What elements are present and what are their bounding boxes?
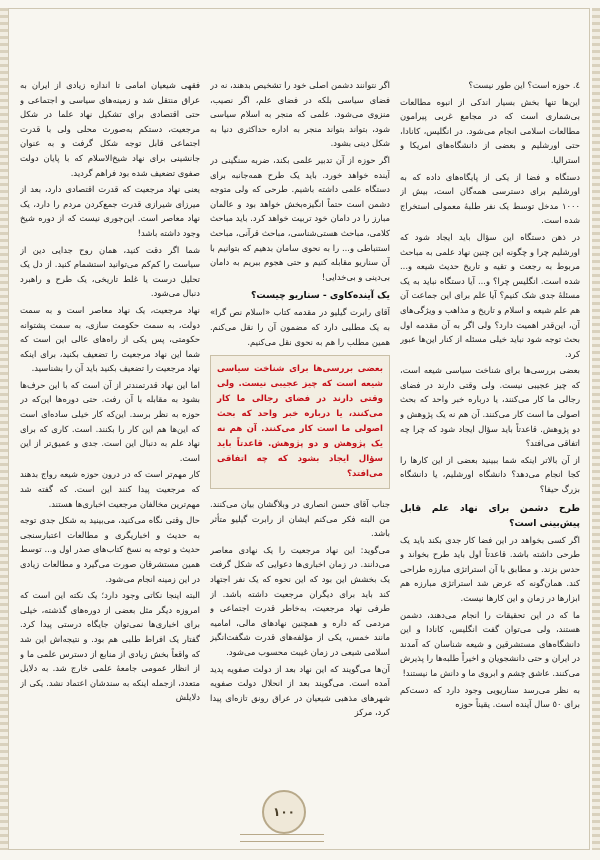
paragraph: دستگاه و فضا از یکی از پایگاه‌های داده که به اورشلیم برای دسترسی همه‌گان است، بیش از ١٠٠٠ مدخل توسط یک نفر طلبهٔ معمولی استخراج شده است. [400, 171, 580, 226]
section-heading: یک آینده‌کاوی - سناریو چیست؟ [251, 290, 390, 302]
pull-quote-box [210, 355, 390, 489]
paragraph: در ذهن دستگاه این سؤال باید ایجاد شود که اورشلیم چرا و چگونه این چنین نهاد علمی به مباحث مربوط به رجعت و تقیه و تاریخ حدیث شیعه و... شده است. انگلیس چرا؟ و... آیا دستگاه نباید به یک مسئلهٔ جدی شک کنیم؟ آیا علم برای این جماعت آن هم علم شیعه و اسلام و تاریخ و مذاهب و ویژگی‌های آن، این‌قدر اهمیت دارد؟ ولی اگر به آن مقدمه اول بحث توجه شود نباید خیلی مسئله از کنار این‌ها عبور کرد. [400, 231, 580, 359]
page-border-decoration [592, 8, 600, 850]
paragraph: اگر نتوانند دشمن اصلی خود را تشخیص بدهند، نه در فضای سیاسی بلکه در فضای علم، اگر نصیب، منزوی می‌شود. علمی که منجر به اسلام سیاسی شود، بتواند بتواند منجر به اداره حداکثری دنیا به شکل دینی بشود. [210, 80, 390, 149]
page-border-decoration [0, 8, 8, 850]
paragraph: فقهی شیعیان امامی تا اندازه زیادی از ایران به عراق منتقل شد و زمینه‌های سیاسی و اجتماعی و حتی اقتصادی برای تشکیل نهاد علما در شکل مرجعیت، دستکم به‌صورت محلی ولی با قدرت اجتماعی قابل توجه شکل گرفت و به عنوان جانشینی برای نهاد شیخ‌الاسلام که با پایان دولت صفوی تضعیف شده بود فراهم گردید. [20, 80, 200, 178]
column-right [400, 78, 580, 778]
text-columns [20, 78, 580, 778]
paragraph: ما که در این تحقیقات را انجام می‌دهند، دشمن هستند، ولی می‌توان گفت انگلیس، کانادا و این دانشگاه‌های مستشرقین و شیعه شناسان که آمدند در ایران و حتی دانشجویان و اخیراً طلبه‌ها را پذیرش می‌کنند. عاشق چشم و ابروی ما و دانش ما نیستند! [400, 609, 580, 678]
paragraph: می‌گوید: این نهاد مرجعیت را یک نهادی معاصر می‌دانند. در زمان اخباری‌ها دعوایی که شکل گرفت یک بخشش این بود که این نحوه که یک نفر اجتهاد کند باید برای دیگران مرجعیت داشته باشد. از طرفی نهاد مرجعیت، به‌خاطر قدرت اجتماعی و مردمی که داره و همچنین نهادهای مالی، امامیه مانند خمس، یکی از مؤلفه‌های قدرت شگفت‌انگیز اسلامی شیعی در زمان غیبت محسوب می‌شود. [210, 544, 390, 658]
paragraph: اگر حوزه از آن تدبیر علمی بکند، ضربه سنگینی در آینده خواهد خورد. باید یک طرح همه‌جانبه برای دستگاه علمی داشته باشیم. طرحی که ولی متوجه دشمن است حتماً انگیزه‌بخش خواهد بود و عالمان مبارز را در دامان خود تربیت خواهد کرد. باید مباحث کلامی، مباحث هستی‌شناسی، مباحث قرآنی، مباحث استنباطی و... را به نحوی سامان بدهیم که بتوانیم با آن سناریو مقابله کنیم و حتی هجوم ببریم به دامان بی‌دینی و بی‌خدایی! [210, 154, 390, 282]
paragraph: به نظر می‌رسد سناریویی وجود دارد که دست‌کم برای ٥٠ سال آینده است. یقیناً حوزه [400, 684, 580, 710]
paragraph: این‌ها تنها بخش بسیار اندکی از انبوه مطالعات بی‌شماری است که در مجامع غربی پیرامون مطالعات اسلامی انجام می‌شود. در انگلیس، کانادا، حتی اورشلیم و بعضی از دانشگاه‌های امریکا و استرالیا. [400, 96, 580, 165]
paragraph: نهاد مرجعیت، یک نهاد معاصر است و به‌ سمت دولت، به سمت حکومت سازی، به سمت پشتوانه حکومتی، پس یکی از راه‌های عالی این است که شما این نهاد مرجعیت را تضعیف بکنید، برای اینکه نهاد مرجعیت را تضعیف بکنید باید آن را بشناسید. [20, 304, 200, 374]
paragraph: حال وقتی نگاه می‌کنید، می‌بینید به شکل جدی توجه به حدیث و اخباریگری و مطالعات اعتبارسنجی حدیث و توجه به نسخ کتاب‌های صدر اول و... توسط همین مستشرقان صورت می‌گیرد و مطالعات زیادی در این زمینه انجام می‌شود. [20, 515, 200, 584]
paragraph: آقای رابرت گیلیو در مقدمه کتاب «اسلام نص گرا» به یک مطلبی دارد که مضمون آن را نقل می‌کنم. همین مطلب را هم به نحوی نقل می‌کنیم. [210, 307, 390, 347]
paragraph: کار مهم‌تر است که در درون حوزه شیعه رواج بدهند که مرجعیت پیدا کنند این است. که گفته شد مهم‌ترین مخالفان مرجعیت اخباری‌ها هستند. [20, 469, 200, 509]
paragraph: اما این نهاد قدرتمندتر از آن است که با این حرف‌ها بشود به مقابله با آن رفت. حتی دوره‌ها این‌که در حوزه به نظر برسد. این‌که کار خیلی ساده‌ای است که این‌ها هم این کار را بکنند. است. کاری که برای نهاد علم به دنبال این است. جدی و عمیق‌تر از این است. [20, 379, 200, 463]
paragraph: اگر کسی بخواهد در این فضا کار جدی بکند باید یک طرحی داشته باشد. قاعدتاً اول باید طرح بخواند و حدس بزند. و مطابق با آن استراتژی مبارزه طراحی کند. همان‌گونه که عرض شد استراتژی مبارزه هم ابزارها در زمان و این کارها نیست. [400, 534, 580, 603]
paragraph: بعضی بررسی‌ها برای شناخت سیاسی شیعه است، که چیز عجیبی نیست. ولی وقتی دارند در فضای رجالی ما کار می‌کنند، یا درباره خبر واحد که بحث اصولی ما است کار می‌کنند. آن هم نه یک پژوهش و دو پژوهش. قاعدتاً باید سؤال ایجاد شود که چرا چه اتفاقی می‌افتد؟ [400, 365, 580, 449]
paragraph: شما اگر دقت کنید، همان روح جدایی دین از سیاست را کم‌کم می‌توانید استشمام کنید. از دل یک تحلیل درست یا غلط تاریخی، یک طرح و راهبرد دنبال می‌شود. [20, 244, 200, 299]
column-middle [210, 78, 390, 778]
page-number-badge: ١٠٠ [262, 790, 306, 834]
paragraph: ٤. حوزه است؟ این طور نیست؟ [468, 80, 580, 90]
page-number-ornament [240, 834, 324, 842]
paragraph: یعنی نهاد مرجعیت که قدرت اقتصادی دارد، بعد از میرزای شیرازی قدرت جمع‌کردن مردم را دارد، یک نهاد معاصر است. این‌جوری نیست که از دوره شیخ وجود داشته باشد! [20, 184, 200, 238]
pull-quote-text: بعضی بررسی‌ها برای شناخت سیاسی شیعه است که چیز عجیبی نیست. ولی وقتی دارند در فضای رجالی ما کار می‌کنند، یا درباره خبر واحد که بحث اصولی ما است کار می‌کنند. آن هم نه یک پژوهش و دو پژوهش. قاعدتاً باید سؤال ایجاد بشود که چه اتفاقی می‌افتد؟ [217, 364, 383, 480]
paragraph: از آن بالاتر اینکه شما ببینید بعضی از این کارها را کجا انجام می‌دهد؟ دانشگاه اورشلیم، یا دانشگاه بزرگ حیفا؟ [400, 454, 580, 495]
column-left [20, 78, 200, 778]
paragraph: البته اینجا نکاتی وجود دارد؛ یک نکته این است که امروزه دیگر مثل بعضی از دوره‌های گذشته، خیلی برای اخباری‌ها نمی‌توان جایگاه درستی پیدا کرد. گفتار یک افراط طلبی هم بود. و نتیجه‌اش این شد که واقعاً بخش زیادی از منابع از دسترس علمی ما و از انظار عمومی جامعهٔ علمی خارج شد. به دلایل متعدد، ازجمله اینکه به سندشان اعتماد نشد. یکی از دلایلش [20, 590, 200, 703]
section-heading: طرح دشمن برای نهاد علم قابل پیش‌بینی است؟ [400, 502, 580, 529]
paragraph: جناب آقای حسن انصاری در وبلاگشان بیان می‌کنند. من البته فکر می‌کنم ایشان از رابرت گیلیو متأثر باشد. [210, 499, 390, 539]
paragraph: آن‌ها می‌گویند که این نهاد بعد از دولت صفویه پدید آمده است. می‌گویند بعد از انحلال دولت صفویه شهرهای مذهبی شیعیان در عراق رونق تازه‌ای پیدا کرد، مرکز [210, 663, 390, 718]
